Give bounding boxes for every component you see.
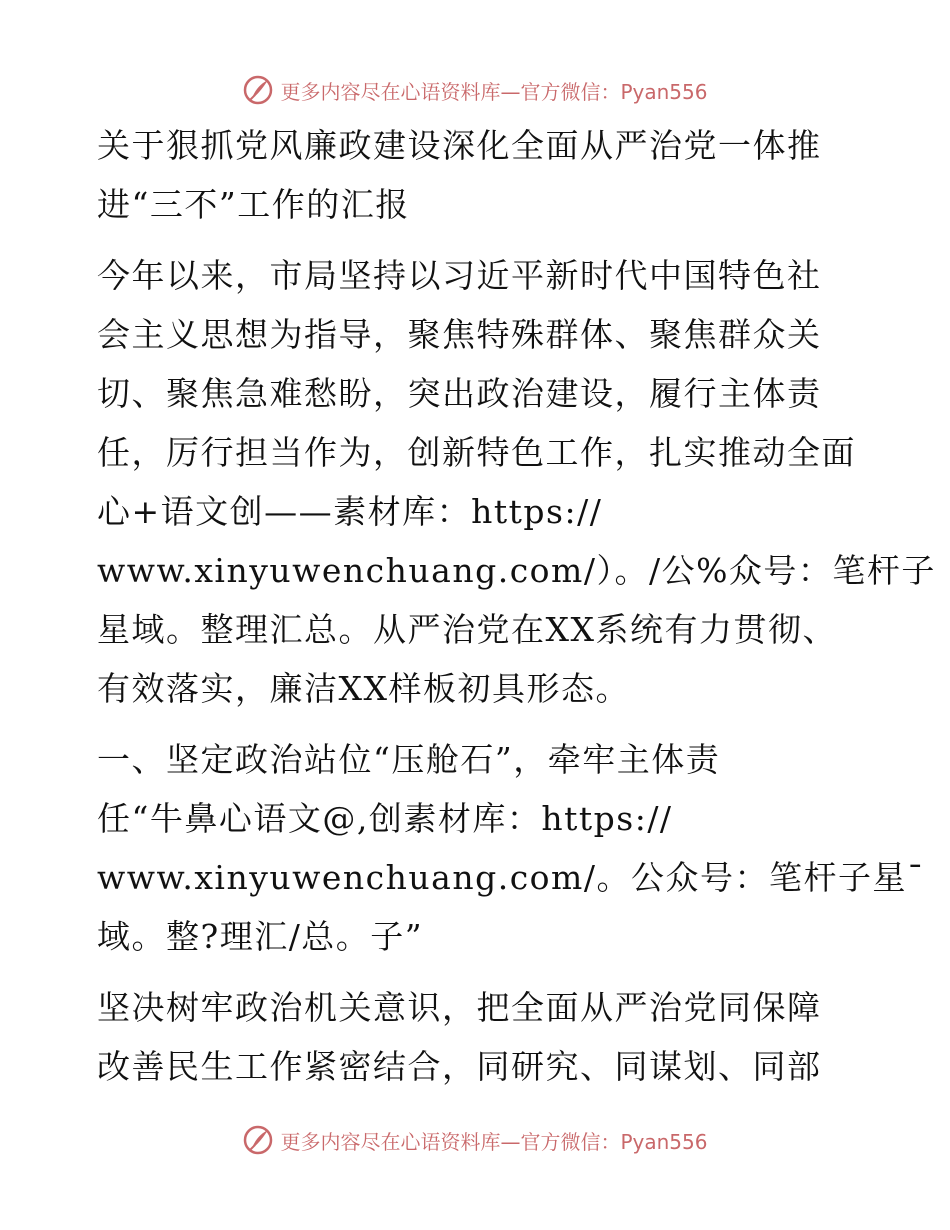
watermark-text: 更多内容尽在心语资料库—官方微信：Pyan556 (280, 1129, 708, 1154)
text-line: 心+语文创——素材库：https:// (97, 492, 603, 531)
document-body (97, 116, 936, 1108)
text-line: 任“牛鼻心语文@,创素材库：https:// (97, 799, 673, 838)
text-line: 改善民生工作紧密结合，同研究、同谋划、同部 (97, 1047, 822, 1086)
header-watermark (0, 70, 950, 110)
text-line: 切、聚焦急难愁盼，突出政治建设，履行主体责 (97, 374, 822, 413)
text-line: 有效落实，廉洁XX样板初具形态。 (97, 669, 630, 708)
document-title (97, 116, 877, 234)
watermark-text: 更多内容尽在心语资料库—官方微信：Pyan556 (280, 79, 708, 104)
paragraph-intro (97, 246, 936, 718)
text-line: 一、坚定政治站位“压舱石”，牵牢主体责 (97, 740, 721, 779)
text-line: 会主义思想为指导，聚焦特殊群体、聚焦群众关 (97, 315, 822, 354)
text-line: www.xinyuwenchuang.com/）。/公%众号：笔杆子 (97, 551, 936, 590)
footer-watermark (0, 1120, 950, 1160)
text-line: 今年以来，市局坚持以习近平新时代中国特色社 (97, 256, 822, 295)
text-line: 坚决树牢政治机关意识，把全面从严治党同保障 (97, 988, 822, 1027)
feather-logo-icon (242, 1124, 274, 1156)
text-line: www.xinyuwenchuang.com/。公众号：笔杆子星¯ (97, 858, 925, 897)
text-line: 域。整?理汇/总。子” (97, 917, 424, 956)
text-line: 关于狠抓党风廉政建设深化全面从严治党一体推 (97, 126, 822, 165)
paragraph-section-1 (97, 978, 877, 1096)
text-line: 进“三不”工作的汇报 (97, 185, 410, 224)
text-line: 任，厉行担当作为，创新特色工作，扎实推动全面 (97, 433, 856, 472)
text-line: 星域。整理汇总。从严治党在XX系统有力贯彻、 (97, 610, 837, 649)
feather-logo-icon (242, 74, 274, 106)
section-heading-1 (97, 730, 925, 966)
